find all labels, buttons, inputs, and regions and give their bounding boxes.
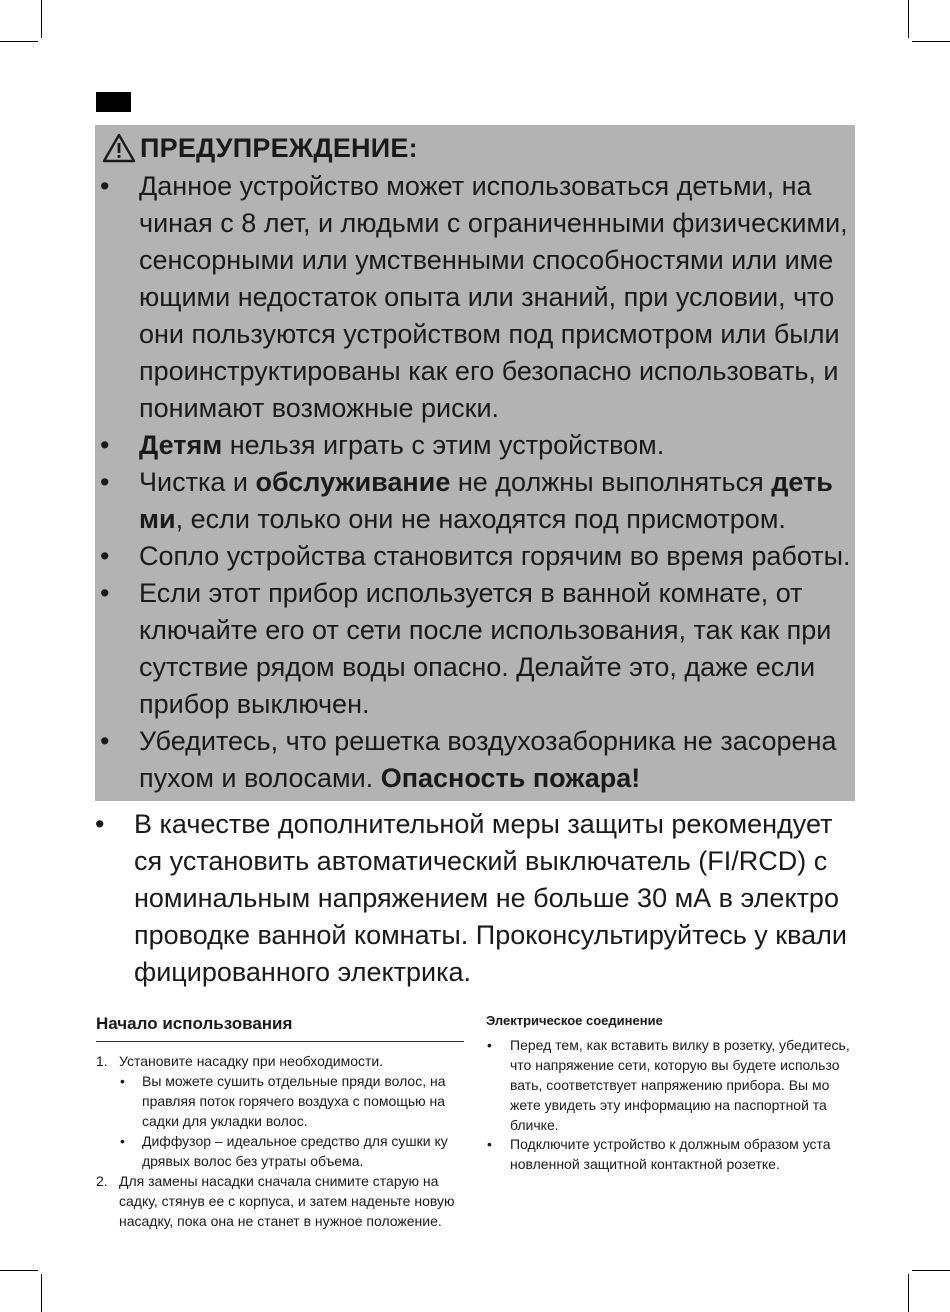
crop-mark — [912, 41, 950, 42]
section-heading-electric: Электрическое соединение — [486, 1013, 663, 1028]
bullet: • — [487, 1037, 492, 1053]
list-item-line: Подключите устройство к должным образом уста — [510, 1136, 831, 1152]
list-item-line: Убедитесь, что решетка воздухозаборника не засорена — [139, 726, 837, 756]
list-item-line: ключайте его от сети после использования, так как при — [139, 615, 832, 645]
crop-mark — [41, 1274, 42, 1312]
list-item-line: прибор выключен. — [139, 689, 370, 719]
crop-mark — [908, 0, 909, 38]
emphasis: Детям — [139, 430, 223, 460]
crop-mark — [41, 0, 42, 38]
list-item-line: они пользуются устройством под присмотром или были — [139, 319, 840, 349]
crop-mark — [912, 1270, 950, 1271]
bullet: • — [100, 578, 110, 608]
list-item-line — [139, 501, 786, 538]
list-item-line — [139, 760, 640, 797]
sub-item-line: дрявых волос без утраты объема. — [142, 1153, 364, 1169]
emphasis: деть — [771, 467, 833, 497]
bullet: • — [100, 541, 110, 571]
list-item-line — [139, 464, 833, 501]
sub-item-line: садки для укладки волос. — [142, 1113, 308, 1129]
text: пухом и волосами. — [139, 763, 381, 793]
sub-item-line: правляя поток горячего воздуха с помощью на — [142, 1093, 446, 1109]
sub-item-line: Вы можете сушить отдельные пряди волос, на — [142, 1073, 446, 1089]
list-item-line: Данное устройство может использоваться детьми, на — [139, 171, 812, 201]
bullet: • — [100, 467, 110, 497]
list-item-line: новленной защитной контактной розетке. — [510, 1156, 780, 1172]
bullet: • — [120, 1073, 125, 1089]
list-item-line: Перед тем, как вставить вилку в розетку, убедитесь, — [510, 1037, 850, 1053]
step-text: Для замены насадки сначала снимите старую на — [119, 1173, 439, 1189]
bullet: • — [100, 171, 110, 201]
list-item-line: сутствие рядом воды опасно. Делайте это, даже если — [139, 652, 816, 682]
list-item-line: номинальным напряжением не больше 30 мА в электро — [134, 883, 839, 913]
list-item-line: фицированного электрика. — [134, 957, 471, 987]
list-item-line: проводке ванной комнаты. Проконсультируйтесь у квали — [134, 920, 847, 950]
list-item-line: жете увидеть эту информацию на паспортной та — [510, 1097, 827, 1113]
emphasis: Опасность пожара! — [380, 763, 641, 793]
step-text: садку, стянув ее с корпуса, и затем наденьте новую — [119, 1193, 455, 1209]
crop-mark — [0, 1270, 38, 1271]
text: нельзя играть с этим устройством. — [222, 430, 665, 460]
warning-heading — [102, 131, 418, 165]
list-item-line: В качестве дополнительной меры защиты рекомендует — [134, 809, 833, 839]
text: не должны выполняться — [450, 467, 772, 497]
crop-mark — [908, 1274, 909, 1312]
sub-item-line: Диффузор – идеальное средство для сушки ку — [142, 1133, 448, 1149]
list-item-line — [139, 427, 664, 464]
bullet: • — [487, 1136, 492, 1152]
list-item-line: ющими недостаток опыта или знаний, при условии, что — [139, 282, 835, 312]
list-item-line: Сопло устройства становится горячим во время работы. — [139, 541, 851, 571]
step-number: 1. — [96, 1053, 108, 1069]
list-item-line: проинструктированы как его безопасно использовать, и — [139, 356, 839, 386]
list-item-line: ся установить автоматический выключатель (FI/RCD) с — [134, 846, 828, 876]
section-heading-start: Начало использования — [96, 1014, 293, 1033]
step-text: Установите насадку при необходимости. — [119, 1053, 384, 1069]
warning-triangle-icon — [102, 133, 136, 163]
list-item-line: сенсорными или умственными способностями или име — [139, 245, 834, 275]
bullet: • — [95, 809, 105, 839]
crop-mark — [0, 41, 38, 42]
language-tab-marker — [96, 92, 131, 112]
warning-title: ПРЕДУПРЕЖДЕНИЕ: — [140, 132, 418, 163]
text: , если только они не находятся под присмотром. — [175, 504, 786, 534]
divider — [96, 1041, 464, 1042]
step-text: насадку, пока она не станет в нужное положение. — [119, 1213, 442, 1229]
list-item-line: понимают возможные риски. — [139, 393, 500, 423]
list-item-line: что напряжение сети, которую вы будете использо — [510, 1057, 840, 1073]
bullet: • — [100, 726, 110, 756]
emphasis: ми — [139, 504, 176, 534]
bullet: • — [120, 1133, 125, 1149]
text: Чистка и — [139, 467, 256, 497]
emphasis: обслуживание — [255, 467, 451, 497]
list-item-line: чиная с 8 лет, и людьми с ограниченными физическими, — [139, 208, 848, 238]
list-item-line: вать, соответствует напряжению прибора. Вы мо — [510, 1077, 830, 1093]
step-number: 2. — [96, 1173, 108, 1189]
list-item-line: бличке. — [510, 1117, 559, 1133]
list-item-line: Если этот прибор используется в ванной комнате, от — [139, 578, 803, 608]
bullet: • — [100, 430, 110, 460]
